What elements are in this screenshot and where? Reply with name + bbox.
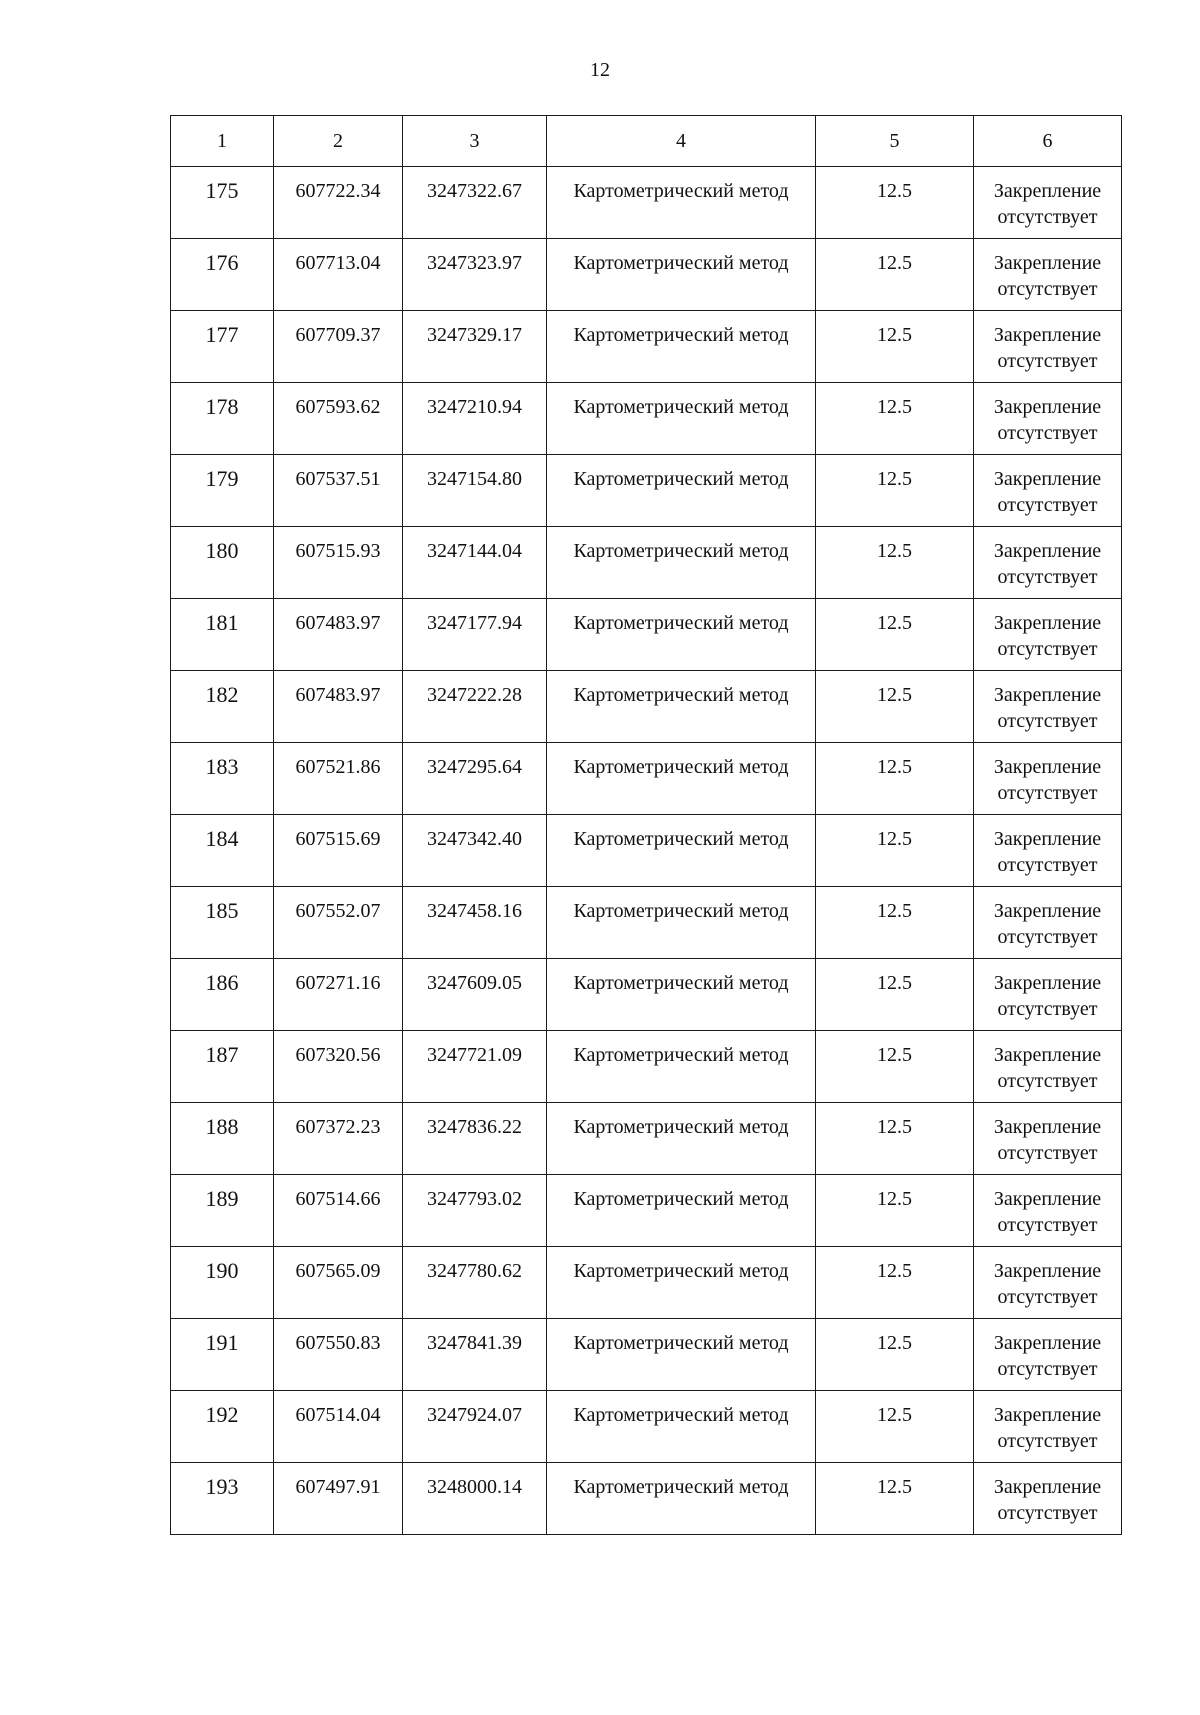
cell-accuracy: 12.5 bbox=[816, 1175, 974, 1247]
table-row bbox=[171, 1103, 1122, 1175]
cell-fixation: Закрепление отсутствует bbox=[974, 671, 1122, 743]
cell-coord-x: 607483.97 bbox=[274, 671, 403, 743]
cell-fixation: Закрепление отсутствует bbox=[974, 1247, 1122, 1319]
cell-fixation: Закрепление отсутствует bbox=[974, 1319, 1122, 1391]
cell-accuracy: 12.5 bbox=[816, 383, 974, 455]
cell-coord-x: 607722.34 bbox=[274, 167, 403, 239]
cell-method: Картометрический метод bbox=[547, 599, 816, 671]
table-row bbox=[171, 1247, 1122, 1319]
cell-method: Картометрический метод bbox=[547, 383, 816, 455]
cell-fixation: Закрепление отсутствует bbox=[974, 887, 1122, 959]
coordinates-table bbox=[170, 115, 1122, 1535]
cell-point-number: 193 bbox=[171, 1463, 274, 1535]
table-row bbox=[171, 1031, 1122, 1103]
cell-coord-x: 607515.93 bbox=[274, 527, 403, 599]
cell-accuracy: 12.5 bbox=[816, 599, 974, 671]
cell-point-number: 192 bbox=[171, 1391, 274, 1463]
cell-coord-x: 607372.23 bbox=[274, 1103, 403, 1175]
cell-point-number: 186 bbox=[171, 959, 274, 1031]
table-body bbox=[171, 167, 1122, 1535]
cell-point-number: 179 bbox=[171, 455, 274, 527]
header-cell-3: 3 bbox=[403, 116, 547, 167]
cell-coord-x: 607497.91 bbox=[274, 1463, 403, 1535]
table-row bbox=[171, 455, 1122, 527]
cell-fixation: Закрепление отсутствует bbox=[974, 311, 1122, 383]
table-row bbox=[171, 815, 1122, 887]
cell-accuracy: 12.5 bbox=[816, 1391, 974, 1463]
cell-coord-y: 3247222.28 bbox=[403, 671, 547, 743]
cell-method: Картометрический метод bbox=[547, 1391, 816, 1463]
cell-coord-x: 607593.62 bbox=[274, 383, 403, 455]
cell-fixation: Закрепление отсутствует bbox=[974, 1463, 1122, 1535]
cell-fixation: Закрепление отсутствует bbox=[974, 455, 1122, 527]
cell-fixation: Закрепление отсутствует bbox=[974, 743, 1122, 815]
table-row bbox=[171, 527, 1122, 599]
cell-fixation: Закрепление отсутствует bbox=[974, 383, 1122, 455]
cell-fixation: Закрепление отсутствует bbox=[974, 527, 1122, 599]
table-row bbox=[171, 167, 1122, 239]
cell-coord-y: 3247295.64 bbox=[403, 743, 547, 815]
cell-coord-y: 3248000.14 bbox=[403, 1463, 547, 1535]
cell-method: Картометрический метод bbox=[547, 1463, 816, 1535]
cell-fixation: Закрепление отсутствует bbox=[974, 1103, 1122, 1175]
header-row bbox=[171, 116, 1122, 167]
cell-point-number: 181 bbox=[171, 599, 274, 671]
cell-point-number: 178 bbox=[171, 383, 274, 455]
cell-coord-y: 3247841.39 bbox=[403, 1319, 547, 1391]
cell-point-number: 185 bbox=[171, 887, 274, 959]
cell-method: Картометрический метод bbox=[547, 311, 816, 383]
cell-coord-x: 607483.97 bbox=[274, 599, 403, 671]
cell-fixation: Закрепление отсутствует bbox=[974, 1175, 1122, 1247]
table-row bbox=[171, 1175, 1122, 1247]
table-row bbox=[171, 671, 1122, 743]
cell-accuracy: 12.5 bbox=[816, 671, 974, 743]
cell-coord-x: 607514.66 bbox=[274, 1175, 403, 1247]
cell-accuracy: 12.5 bbox=[816, 959, 974, 1031]
cell-fixation: Закрепление отсутствует bbox=[974, 167, 1122, 239]
cell-method: Картометрический метод bbox=[547, 1103, 816, 1175]
cell-method: Картометрический метод bbox=[547, 743, 816, 815]
cell-fixation: Закрепление отсутствует bbox=[974, 239, 1122, 311]
cell-accuracy: 12.5 bbox=[816, 743, 974, 815]
cell-accuracy: 12.5 bbox=[816, 815, 974, 887]
cell-method: Картометрический метод bbox=[547, 239, 816, 311]
table-row bbox=[171, 311, 1122, 383]
cell-accuracy: 12.5 bbox=[816, 311, 974, 383]
cell-accuracy: 12.5 bbox=[816, 1463, 974, 1535]
cell-coord-x: 607515.69 bbox=[274, 815, 403, 887]
cell-method: Картометрический метод bbox=[547, 527, 816, 599]
cell-coord-y: 3247329.17 bbox=[403, 311, 547, 383]
cell-method: Картометрический метод bbox=[547, 887, 816, 959]
cell-point-number: 182 bbox=[171, 671, 274, 743]
cell-accuracy: 12.5 bbox=[816, 239, 974, 311]
cell-accuracy: 12.5 bbox=[816, 1319, 974, 1391]
cell-method: Картометрический метод bbox=[547, 455, 816, 527]
page-number: 12 bbox=[590, 59, 610, 81]
cell-fixation: Закрепление отсутствует bbox=[974, 599, 1122, 671]
table-row bbox=[171, 239, 1122, 311]
cell-coord-y: 3247721.09 bbox=[403, 1031, 547, 1103]
cell-method: Картометрический метод bbox=[547, 167, 816, 239]
cell-accuracy: 12.5 bbox=[816, 887, 974, 959]
cell-point-number: 187 bbox=[171, 1031, 274, 1103]
cell-fixation: Закрепление отсутствует bbox=[974, 1391, 1122, 1463]
cell-point-number: 175 bbox=[171, 167, 274, 239]
table-row bbox=[171, 959, 1122, 1031]
cell-accuracy: 12.5 bbox=[816, 527, 974, 599]
cell-coord-y: 3247458.16 bbox=[403, 887, 547, 959]
table-row bbox=[171, 743, 1122, 815]
table-row bbox=[171, 887, 1122, 959]
cell-point-number: 177 bbox=[171, 311, 274, 383]
cell-coord-x: 607550.83 bbox=[274, 1319, 403, 1391]
cell-accuracy: 12.5 bbox=[816, 455, 974, 527]
cell-accuracy: 12.5 bbox=[816, 1031, 974, 1103]
cell-accuracy: 12.5 bbox=[816, 1247, 974, 1319]
cell-point-number: 190 bbox=[171, 1247, 274, 1319]
cell-point-number: 180 bbox=[171, 527, 274, 599]
cell-point-number: 184 bbox=[171, 815, 274, 887]
cell-coord-y: 3247836.22 bbox=[403, 1103, 547, 1175]
cell-coord-x: 607320.56 bbox=[274, 1031, 403, 1103]
cell-point-number: 183 bbox=[171, 743, 274, 815]
cell-coord-y: 3247342.40 bbox=[403, 815, 547, 887]
cell-point-number: 176 bbox=[171, 239, 274, 311]
cell-coord-y: 3247210.94 bbox=[403, 383, 547, 455]
cell-coord-x: 607514.04 bbox=[274, 1391, 403, 1463]
cell-method: Картометрический метод bbox=[547, 1175, 816, 1247]
cell-coord-x: 607565.09 bbox=[274, 1247, 403, 1319]
cell-method: Картометрический метод bbox=[547, 815, 816, 887]
cell-coord-y: 3247322.67 bbox=[403, 167, 547, 239]
header-cell-6: 6 bbox=[974, 116, 1122, 167]
cell-coord-y: 3247144.04 bbox=[403, 527, 547, 599]
cell-coord-x: 607552.07 bbox=[274, 887, 403, 959]
cell-coord-x: 607521.86 bbox=[274, 743, 403, 815]
table-header bbox=[171, 116, 1122, 167]
table-row bbox=[171, 599, 1122, 671]
header-cell-4: 4 bbox=[547, 116, 816, 167]
cell-coord-x: 607713.04 bbox=[274, 239, 403, 311]
header-cell-5: 5 bbox=[816, 116, 974, 167]
cell-coord-y: 3247924.07 bbox=[403, 1391, 547, 1463]
cell-method: Картометрический метод bbox=[547, 671, 816, 743]
cell-fixation: Закрепление отсутствует bbox=[974, 959, 1122, 1031]
table-row bbox=[171, 1463, 1122, 1535]
cell-coord-y: 3247154.80 bbox=[403, 455, 547, 527]
cell-method: Картометрический метод bbox=[547, 1247, 816, 1319]
cell-point-number: 191 bbox=[171, 1319, 274, 1391]
cell-coord-x: 607537.51 bbox=[274, 455, 403, 527]
cell-fixation: Закрепление отсутствует bbox=[974, 815, 1122, 887]
cell-method: Картометрический метод bbox=[547, 1031, 816, 1103]
cell-accuracy: 12.5 bbox=[816, 1103, 974, 1175]
table-row bbox=[171, 1391, 1122, 1463]
cell-fixation: Закрепление отсутствует bbox=[974, 1031, 1122, 1103]
cell-point-number: 189 bbox=[171, 1175, 274, 1247]
cell-coord-y: 3247780.62 bbox=[403, 1247, 547, 1319]
table-row bbox=[171, 1319, 1122, 1391]
cell-coord-y: 3247793.02 bbox=[403, 1175, 547, 1247]
header-cell-2: 2 bbox=[274, 116, 403, 167]
cell-accuracy: 12.5 bbox=[816, 167, 974, 239]
table-row bbox=[171, 383, 1122, 455]
header-cell-1: 1 bbox=[171, 116, 274, 167]
cell-coord-y: 3247323.97 bbox=[403, 239, 547, 311]
cell-method: Картометрический метод bbox=[547, 1319, 816, 1391]
cell-coord-y: 3247609.05 bbox=[403, 959, 547, 1031]
cell-coord-x: 607271.16 bbox=[274, 959, 403, 1031]
cell-method: Картометрический метод bbox=[547, 959, 816, 1031]
cell-coord-y: 3247177.94 bbox=[403, 599, 547, 671]
cell-coord-x: 607709.37 bbox=[274, 311, 403, 383]
cell-point-number: 188 bbox=[171, 1103, 274, 1175]
